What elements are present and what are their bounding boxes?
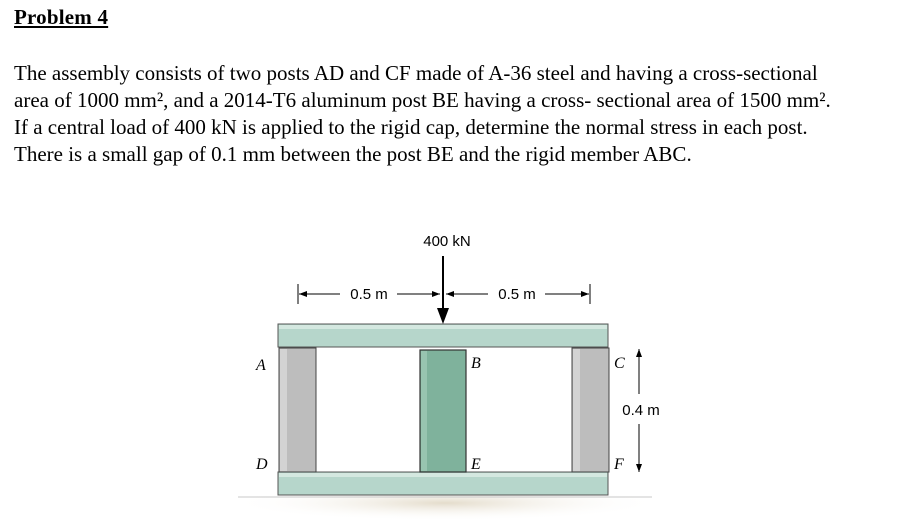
post-be-shade	[421, 351, 427, 471]
point-label-a: A	[256, 357, 266, 374]
load-label: 400 kN	[423, 233, 471, 250]
dim-arrow	[581, 291, 589, 297]
post-ad-shade	[280, 349, 287, 471]
dim-arrow	[299, 291, 307, 297]
point-label-b: B	[471, 355, 481, 372]
statement-line: If a central load of 400 kN is applied to the rigid cap, determine the normal stress in each post.	[14, 115, 808, 139]
load-arrow-head	[437, 308, 449, 324]
problem-title: Problem 4	[14, 5, 109, 29]
dim-left-label: 0.5 m	[350, 286, 388, 303]
dim-arrow	[446, 291, 454, 297]
point-label-c: C	[614, 355, 625, 372]
point-label-d: D	[256, 456, 268, 473]
post-cf-shade	[573, 349, 580, 471]
dim-arrow	[432, 291, 440, 297]
statement-line: There is a small gap of 0.1 mm between the post BE and the rigid member ABC.	[14, 142, 692, 166]
rigid-cap-highlight	[279, 325, 607, 329]
vdim-arrow-top	[636, 349, 642, 357]
statement-line: area of 1000 mm², and a 2014-T6 aluminum post BE having a cross- sectional area of 1500 mm².	[14, 88, 831, 112]
rigid-base-highlight	[279, 473, 607, 477]
dim-height-label: 0.4 m	[622, 402, 660, 419]
point-label-f: F	[614, 456, 624, 473]
statement-line: The assembly consists of two posts AD and CF made of A-36 steel and having a cross-sectional	[14, 61, 818, 85]
vdim-arrow-bottom	[636, 464, 642, 472]
dim-right-label: 0.5 m	[498, 286, 536, 303]
point-label-e: E	[471, 456, 481, 473]
